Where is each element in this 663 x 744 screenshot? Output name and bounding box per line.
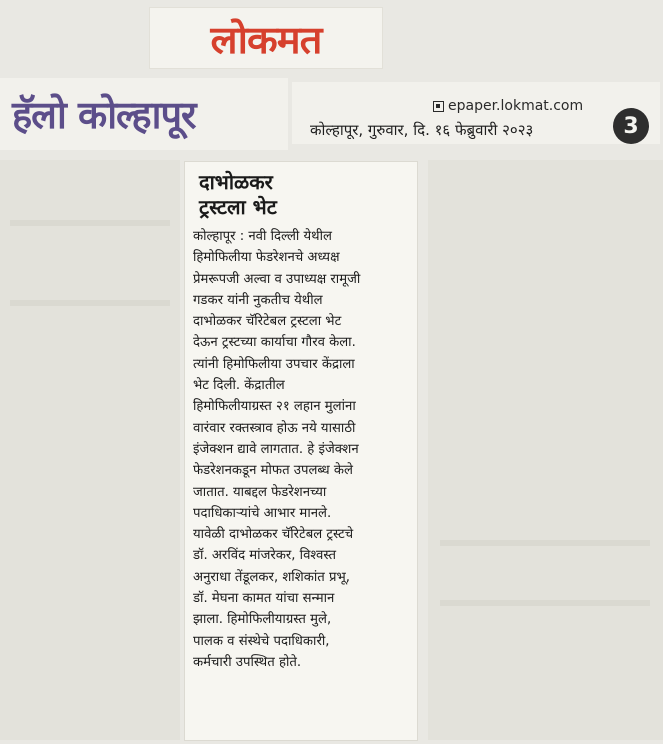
body-line: भेट दिली. केंद्रातील [193, 378, 285, 394]
epaper-url [433, 98, 583, 114]
newspaper-masthead [150, 8, 382, 68]
body-line: कर्मचारी उपस्थित होते. [193, 654, 302, 670]
body-line: अनुराधा तेंडूलकर, शशिकांत प्रभू, [193, 569, 350, 585]
masthead-logo: लोकमत [210, 18, 322, 63]
headline-line: दाभोळकर [199, 170, 273, 194]
body-line: हिमोफिलीयाग्रस्त २१ लहान मुलांना [193, 399, 356, 415]
background-column-right [428, 160, 663, 740]
body-line: डॉ. मेघना कामत यांचा सन्मान [193, 591, 335, 607]
body-line: यावेळी दाभोळकर चॅरिटेबल ट्रस्टचे [193, 527, 354, 543]
body-line: हिमोफिलीया फेडरेशनचे अध्यक्ष [193, 250, 340, 266]
body-line: जातात. याबद्दल फेडरेशनच्या [193, 484, 327, 500]
body-line: झाला. हिमोफिलीयाग्रस्त मुले, [193, 612, 332, 628]
body-line: पालक व संस्थेचे पदाधिकारी, [193, 633, 330, 649]
body-line: प्रेमरूपजी अल्वा व उपाध्यक्ष रामूजी [193, 271, 361, 287]
background-rule [10, 300, 170, 306]
background-column-left [0, 160, 180, 740]
body-line: देऊन ट्रस्टच्या कार्याचा गौरव केला. [193, 335, 356, 351]
body-line: इंजेक्शन द्यावे लागतात. हे इंजेक्शन [193, 441, 359, 457]
body-line: फेडरेशनकडून मोफत उपलब्ध केले [193, 463, 353, 479]
body-line: त्यांनी हिमोफिलीया उपचार केंद्राला [193, 356, 355, 372]
background-rule [440, 600, 650, 606]
headline-line: ट्रस्टला भेट [199, 195, 277, 219]
article-headline [199, 170, 411, 220]
section-title: हॅलो कोल्हापूर [12, 93, 196, 137]
epaper-icon [433, 101, 444, 112]
body-line: गडकर यांनी नुकतीच येथील [193, 292, 323, 308]
news-article [185, 162, 417, 740]
dateline: कोल्हापूर, गुरुवार, दि. १६ फेब्रुवारी २०२३ [310, 121, 534, 139]
article-body [193, 226, 411, 673]
epaper-url-text: epaper.lokmat.com [448, 98, 584, 114]
section-banner [0, 78, 288, 150]
background-rule [440, 540, 650, 546]
background-rule [10, 220, 170, 226]
body-line: वारंवार रक्तस्त्राव होऊ नये यासाठी [193, 420, 356, 436]
body-line: दाभोळकर चॅरिटेबल ट्रस्टला भेट [193, 314, 342, 330]
body-line: डॉ. अरविंद मांजरेकर, विश्वस्त [193, 548, 336, 564]
page-number-badge: 3 [613, 108, 649, 144]
body-line: कोल्हापूर : नवी दिल्ली येथील [193, 229, 332, 244]
body-line: पदाधिकाऱ्यांचे आभार मानले. [193, 505, 332, 521]
